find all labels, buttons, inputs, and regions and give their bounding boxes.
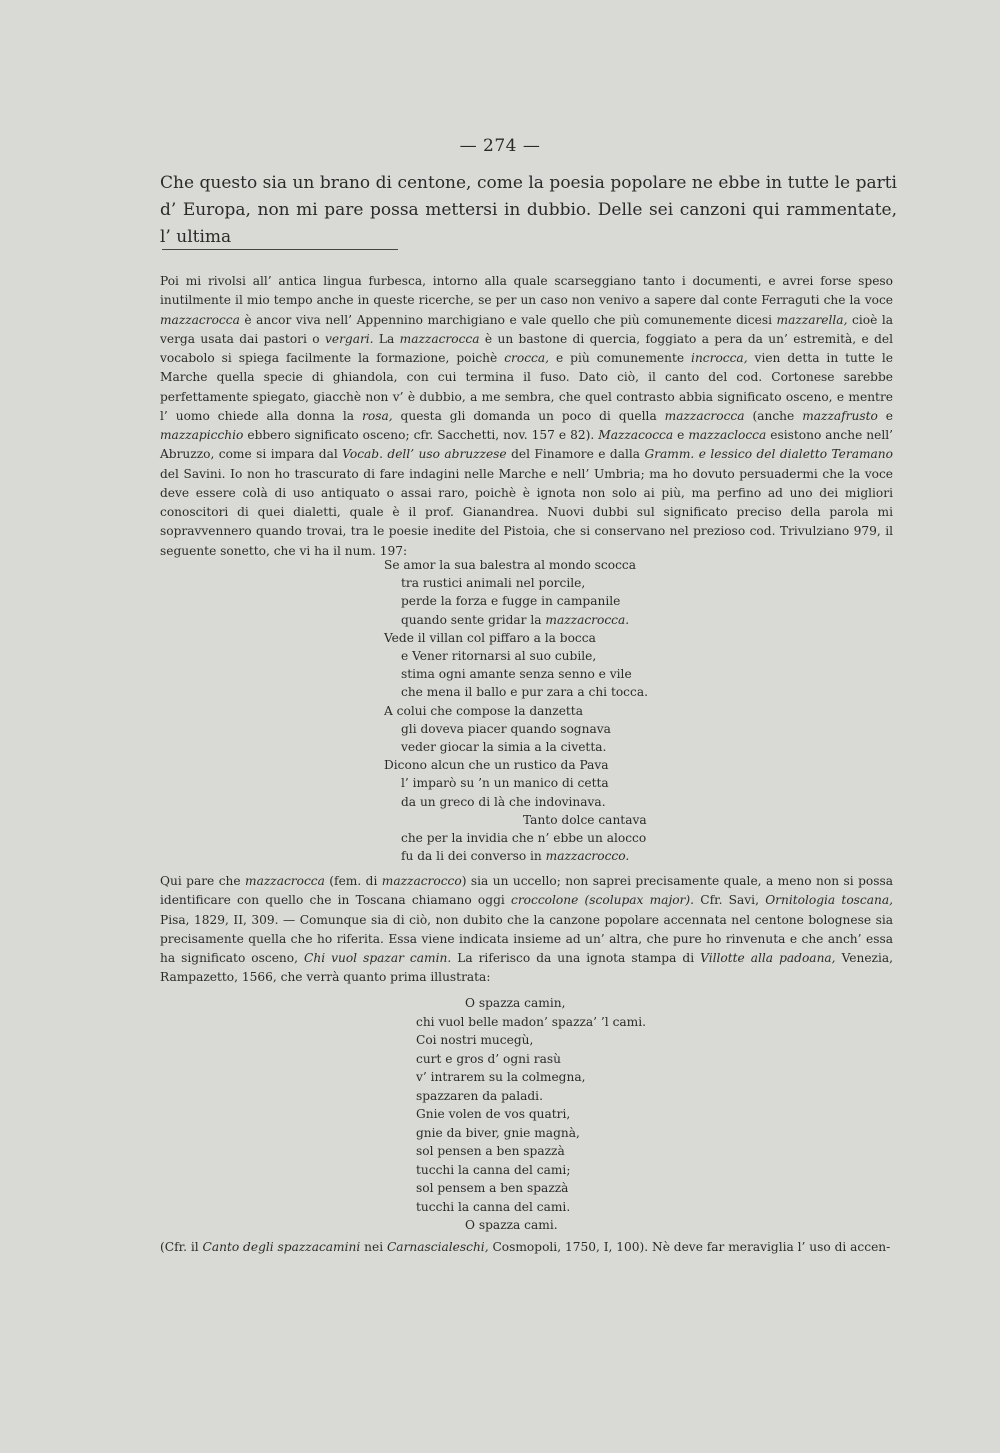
note1-text: e più comunemente — [549, 351, 692, 365]
note2-italic: Ornitologia toscana, — [765, 893, 893, 908]
note1-text: è ancor viva nell’ Appennino marchigiano e vale quello che più comunemente dicesi — [239, 312, 777, 327]
poem-line: che per la invidia che n’ ebbe un alocco — [401, 831, 647, 846]
poem-line: Gnie volen de vos quatri, — [416, 1107, 571, 1121]
poem-line: Se amor la sua balestra al mondo scocca — [384, 558, 637, 572]
footnote-separator — [162, 249, 398, 250]
footnote-paragraph-1 — [160, 272, 893, 561]
note2-italic: mazzacrocco — [381, 874, 462, 888]
note3-italic: Canto degli spazzacamini — [202, 1240, 361, 1254]
note1-text: cioè la verga usata dai pastori o — [160, 312, 894, 346]
note2-text: Qui pare che — [160, 874, 246, 888]
note1-italic: mazzafrusto — [802, 408, 878, 423]
note1-italic: vergari. — [324, 331, 374, 346]
villotta-poem — [416, 994, 646, 1235]
note2-italic: mazzacrocca — [245, 874, 325, 888]
note1-italic: Gramm. e lessico del dialetto Teramano — [644, 447, 893, 462]
note2-italic: Chi vuol spazar camin. — [304, 951, 452, 965]
note2-italic: croccolone (scolupax major). — [511, 893, 695, 908]
poem-line: A colui che compose la danzetta — [384, 703, 583, 718]
poem-line-italic: mazzacrocco. — [545, 849, 630, 864]
note2-text: La riferisco da una ignota stampa di — [451, 951, 701, 965]
note1-italic: mazzacrocca — [399, 331, 480, 346]
poem-line: tucchi la canna del cami. — [416, 1199, 571, 1214]
poem-line: gli doveva piacer quando sognava — [401, 721, 611, 736]
note1-text: questa gli domanda un poco di quella — [392, 408, 665, 423]
poem-line: O spazza camin, — [465, 996, 566, 1010]
poem-line: gnie da biver, gnie magnà, — [416, 1125, 580, 1140]
note2-text: Cfr. Savi, — [694, 893, 766, 908]
note3-italic: Carnascialeschi, — [386, 1240, 489, 1254]
poem-line: v’ intrarem su la colmegna, — [416, 1070, 586, 1084]
note2-text: Pisa, 1829, II, 309. — Comunque sia di ciò, non dubito che la canzone popolare accennata nel centone bolognese sia precisamente quella che ho riferita. Essa viene indicata insieme ad un’ altra, che pure ho rinvenuta e che anch’ essa ha significato osceno, — [160, 912, 893, 965]
note2-text: Venezia, Rampazetto, 1566, che verrà quanto prima illustrata: — [160, 951, 893, 985]
poem-line-italic: mazzacrocca. — [545, 612, 630, 627]
note1-italic: mazzarella, — [776, 312, 848, 327]
poem-line: stima ogni amante senza senno e vile — [401, 667, 632, 682]
note1-text: vien detta in tutte le Marche quella specie di ghiandola, con cui termina il fuso. Dato ciò, il canto del cod. Cortonese sarebbe perfettamente spiegato, giacchè non v’ è dubbio, a me sembra, che quel contrasto abbia significato osceno, e mentre l’ uomo chiede alla donna la — [160, 351, 893, 423]
poem-line: perde la forza e fugge in campanile — [401, 594, 621, 609]
note1-text: esistono anche nell’ Abruzzo, come si impara dal — [160, 428, 893, 462]
main-text: Che questo sia un brano di centone, come la poesia popolare ne ebbe in tutte le parti d’ Europa, non mi pare possa mettersi in dubbio. Delle sei canzoni qui rammentate, l’ ultima — [160, 173, 897, 247]
note2-text: ) sia un uccello; non saprei precisamente quale, a meno non si possa identificare con quello che in Toscana chiamano oggi — [160, 874, 894, 908]
footnote-paragraph-2 — [160, 872, 893, 988]
poem-line: Tanto dolce cantava — [523, 812, 647, 827]
note1-text: e — [877, 408, 893, 423]
note3-text: Cosmopoli, 1750, I, 100). Nè deve far meraviglia l’ uso di accen- — [488, 1240, 891, 1254]
note1-text: Poi mi rivolsi all’ antica lingua furbesca, intorno alla quale scarseggiano tanto i documenti, e avrei forse speso inutilmente il mio tempo anche in queste ricerche, se per un caso non venivo a sapere dal conte Ferraguti che la voce — [160, 274, 893, 308]
note1-italic: mazzapicchio — [160, 428, 244, 442]
note1-italic: crocca, — [504, 351, 550, 365]
poem-line: tra rustici animali nel porcile, — [401, 576, 586, 591]
poem-line: da un greco di là che indovinava. — [401, 794, 606, 809]
poem-line: Coi nostri mucegù, — [416, 1033, 534, 1047]
poem-line-text: fu da li dei converso in — [401, 849, 546, 864]
note1-italic: mazzaclocca — [688, 428, 767, 442]
note1-italic: Vocab. dell’ uso abruzzese — [342, 447, 507, 462]
poem-line: O spazza cami. — [465, 1218, 558, 1232]
poem-line: Dicono alcun che un rustico da Pava — [384, 758, 609, 773]
note1-text: del Savini. Io non ho trascurato di fare indagini nelle Marche e nell’ Umbria; ma ho dovuto persuadermi che la voce deve essere colà di uso antiquato o assai raro, poichè è ignota non solo ai più, ma perfino ad uno dei migliori conoscitori di quei dialetti, quale è il prof. Gianandrea. Nuovi dubbi sul significato preciso della parola mi sopravvennero quando trovai, tra le poesie inedite del Pistoia, che si conservano nel prezioso cod. Trivulziano 979, il seguente sonetto, che vi ha il num. 197: — [160, 466, 893, 558]
note1-italic: mazzacrocca — [160, 312, 240, 327]
note3-text: (Cfr. il — [160, 1240, 203, 1254]
poem-line: sol pensem a ben spazzà — [416, 1181, 569, 1195]
poem-line: curt e gros d’ ogni rasù — [416, 1051, 561, 1066]
poem-line: sol pensen a ben spazzà — [416, 1144, 565, 1158]
poem-line: che mena il ballo e pur zara a chi tocca. — [401, 685, 648, 700]
poem-line — [384, 611, 648, 629]
note1-italic: mazzacrocca — [664, 408, 745, 423]
note1-italic: rosa, — [362, 408, 393, 423]
poem-line: e Vener ritornarsi al suo cubile, — [401, 649, 597, 664]
poem-line: tucchi la canna del cami; — [416, 1162, 571, 1177]
note1-italic: incrocca, — [691, 351, 748, 365]
note3-text: nei — [360, 1240, 387, 1254]
page-number: — 274 — — [459, 136, 541, 156]
note1-italic: Mazzacocca — [598, 428, 674, 442]
note2-italic: Villotte alla padoana, — [700, 951, 836, 965]
note1-text: e — [673, 428, 689, 442]
poem-line: veder giocar la simia a la civetta. — [401, 740, 607, 755]
note1-text: del Finamore e dalla — [506, 447, 645, 462]
poem-line: spazzaren da paladi. — [416, 1088, 543, 1103]
note1-text: ebbero significato osceno; cfr. Sacchetti, nov. 157 e 82). — [243, 428, 599, 442]
poem-line: Vede il villan col piffaro a la bocca — [384, 630, 596, 645]
sonnet — [384, 556, 648, 865]
poem-line-text: quando sente gridar la — [401, 612, 546, 627]
poem-line: l’ imparò su ’n un manico di cetta — [401, 776, 609, 791]
note2-text: (fem. di — [324, 874, 382, 888]
note1-text: La — [373, 331, 400, 346]
poem-line — [384, 847, 648, 865]
note1-text: (anche — [744, 408, 803, 423]
footnote-paragraph-3 — [160, 1238, 893, 1257]
poem-line: chi vuol belle madon’ spazza’ ’l cami. — [416, 1014, 646, 1029]
note1-text: è un bastone di quercia, foggiato a pera da un’ estremità, e del vocabolo si spiega facilmente la formazione, poichè — [160, 331, 894, 365]
